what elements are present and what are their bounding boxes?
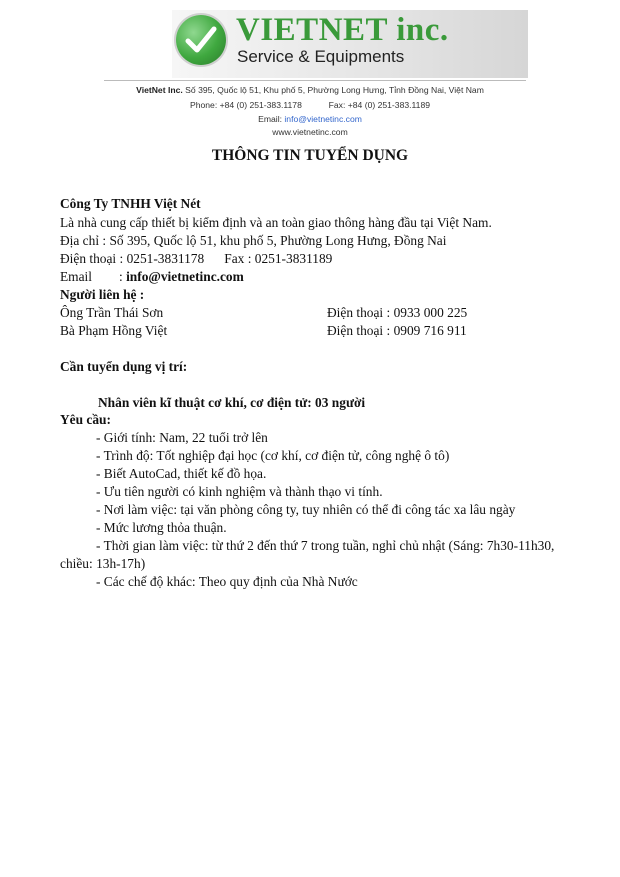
header-website[interactable]: www.vietnetinc.com [272, 127, 348, 137]
contact-phone: Điện thoại : 0909 716 911 [327, 323, 467, 338]
header-fax: Fax: +84 (0) 251-383.1189 [328, 100, 431, 110]
header-email [0, 114, 620, 124]
header-phone: Phone: +84 (0) 251-383.1178 [189, 100, 302, 110]
contact-name: Ông Trần Thái Sơn [60, 305, 164, 320]
header-divider [104, 80, 526, 81]
header-address [0, 85, 620, 95]
company-name: Công Ty TNHH Việt Nét [60, 196, 201, 211]
brand-tagline: Service & Equipments [237, 47, 405, 66]
header-company: VietNet Inc. [136, 85, 183, 95]
requirement-item: - Mức lương thỏa thuận. [96, 520, 227, 535]
position-heading: Cần tuyển dụng vị trí: [60, 359, 188, 374]
contact-heading: Người liên hệ : [60, 287, 145, 302]
requirement-item: - Các chế độ khác: Theo quy định của Nhà Nước [96, 574, 358, 589]
requirement-item: - Nơi làm việc: tại văn phòng công ty, tuy nhiên có thể đi công tác xa lâu ngày [96, 502, 516, 517]
page-title: THÔNG TIN TUYỂN DỤNG [211, 147, 409, 164]
header-email-link[interactable]: info@vietnetinc.com [284, 114, 362, 124]
requirement-item-continued: chiều: 13h-17h) [60, 556, 146, 571]
header-email-label: Email: [258, 114, 285, 124]
requirement-item: - Trình độ: Tốt nghiệp đại học (cơ khí, cơ điện tử, công nghệ ô tô) [96, 448, 450, 463]
contact-phone: Điện thoại : 0933 000 225 [327, 305, 468, 320]
company-phone-fax: Điện thoại : 0251-3831178 Fax : 0251-3831189 [60, 251, 333, 266]
requirement-item: - Biết AutoCad, thiết kế đồ họa. [96, 466, 267, 481]
email-label: Email [60, 269, 92, 284]
requirement-item: - Ưu tiên người có kinh nghiệm và thành thạo vi tính. [96, 484, 383, 499]
requirement-item: - Thời gian làm việc: từ thứ 2 đến thứ 7 trong tuần, nghỉ chủ nhật (Sáng: 7h30-11h30, [96, 538, 555, 553]
company-email-row [60, 268, 244, 286]
requirements-heading: Yêu cầu: [60, 412, 111, 427]
letterhead [0, 0, 620, 140]
brand-name: VIETNET inc. [236, 12, 449, 48]
header-phone-fax [0, 100, 620, 110]
email-value[interactable]: info@vietnetinc.com [126, 269, 244, 284]
company-description: Là nhà cung cấp thiết bị kiểm định và an toàn giao thông hàng đầu tại Việt Nam. [60, 215, 492, 230]
requirement-item: - Giới tính: Nam, 22 tuổi trở lên [96, 430, 268, 445]
email-separator: : [118, 269, 123, 284]
company-address: Địa chỉ : Số 395, Quốc lộ 51, khu phố 5, Phường Long Hưng, Đồng Nai [60, 233, 447, 248]
contact-name: Bà Phạm Hồng Việt [60, 323, 168, 338]
checkmark-logo-icon [176, 15, 226, 65]
header-address-text: Số 395, Quốc lộ 51, Khu phố 5, Phường Long Hưng, Tỉnh Đồng Nai, Việt Nam [182, 85, 484, 95]
position-title: Nhân viên kĩ thuật cơ khí, cơ điện tử: 03 người [98, 395, 366, 410]
